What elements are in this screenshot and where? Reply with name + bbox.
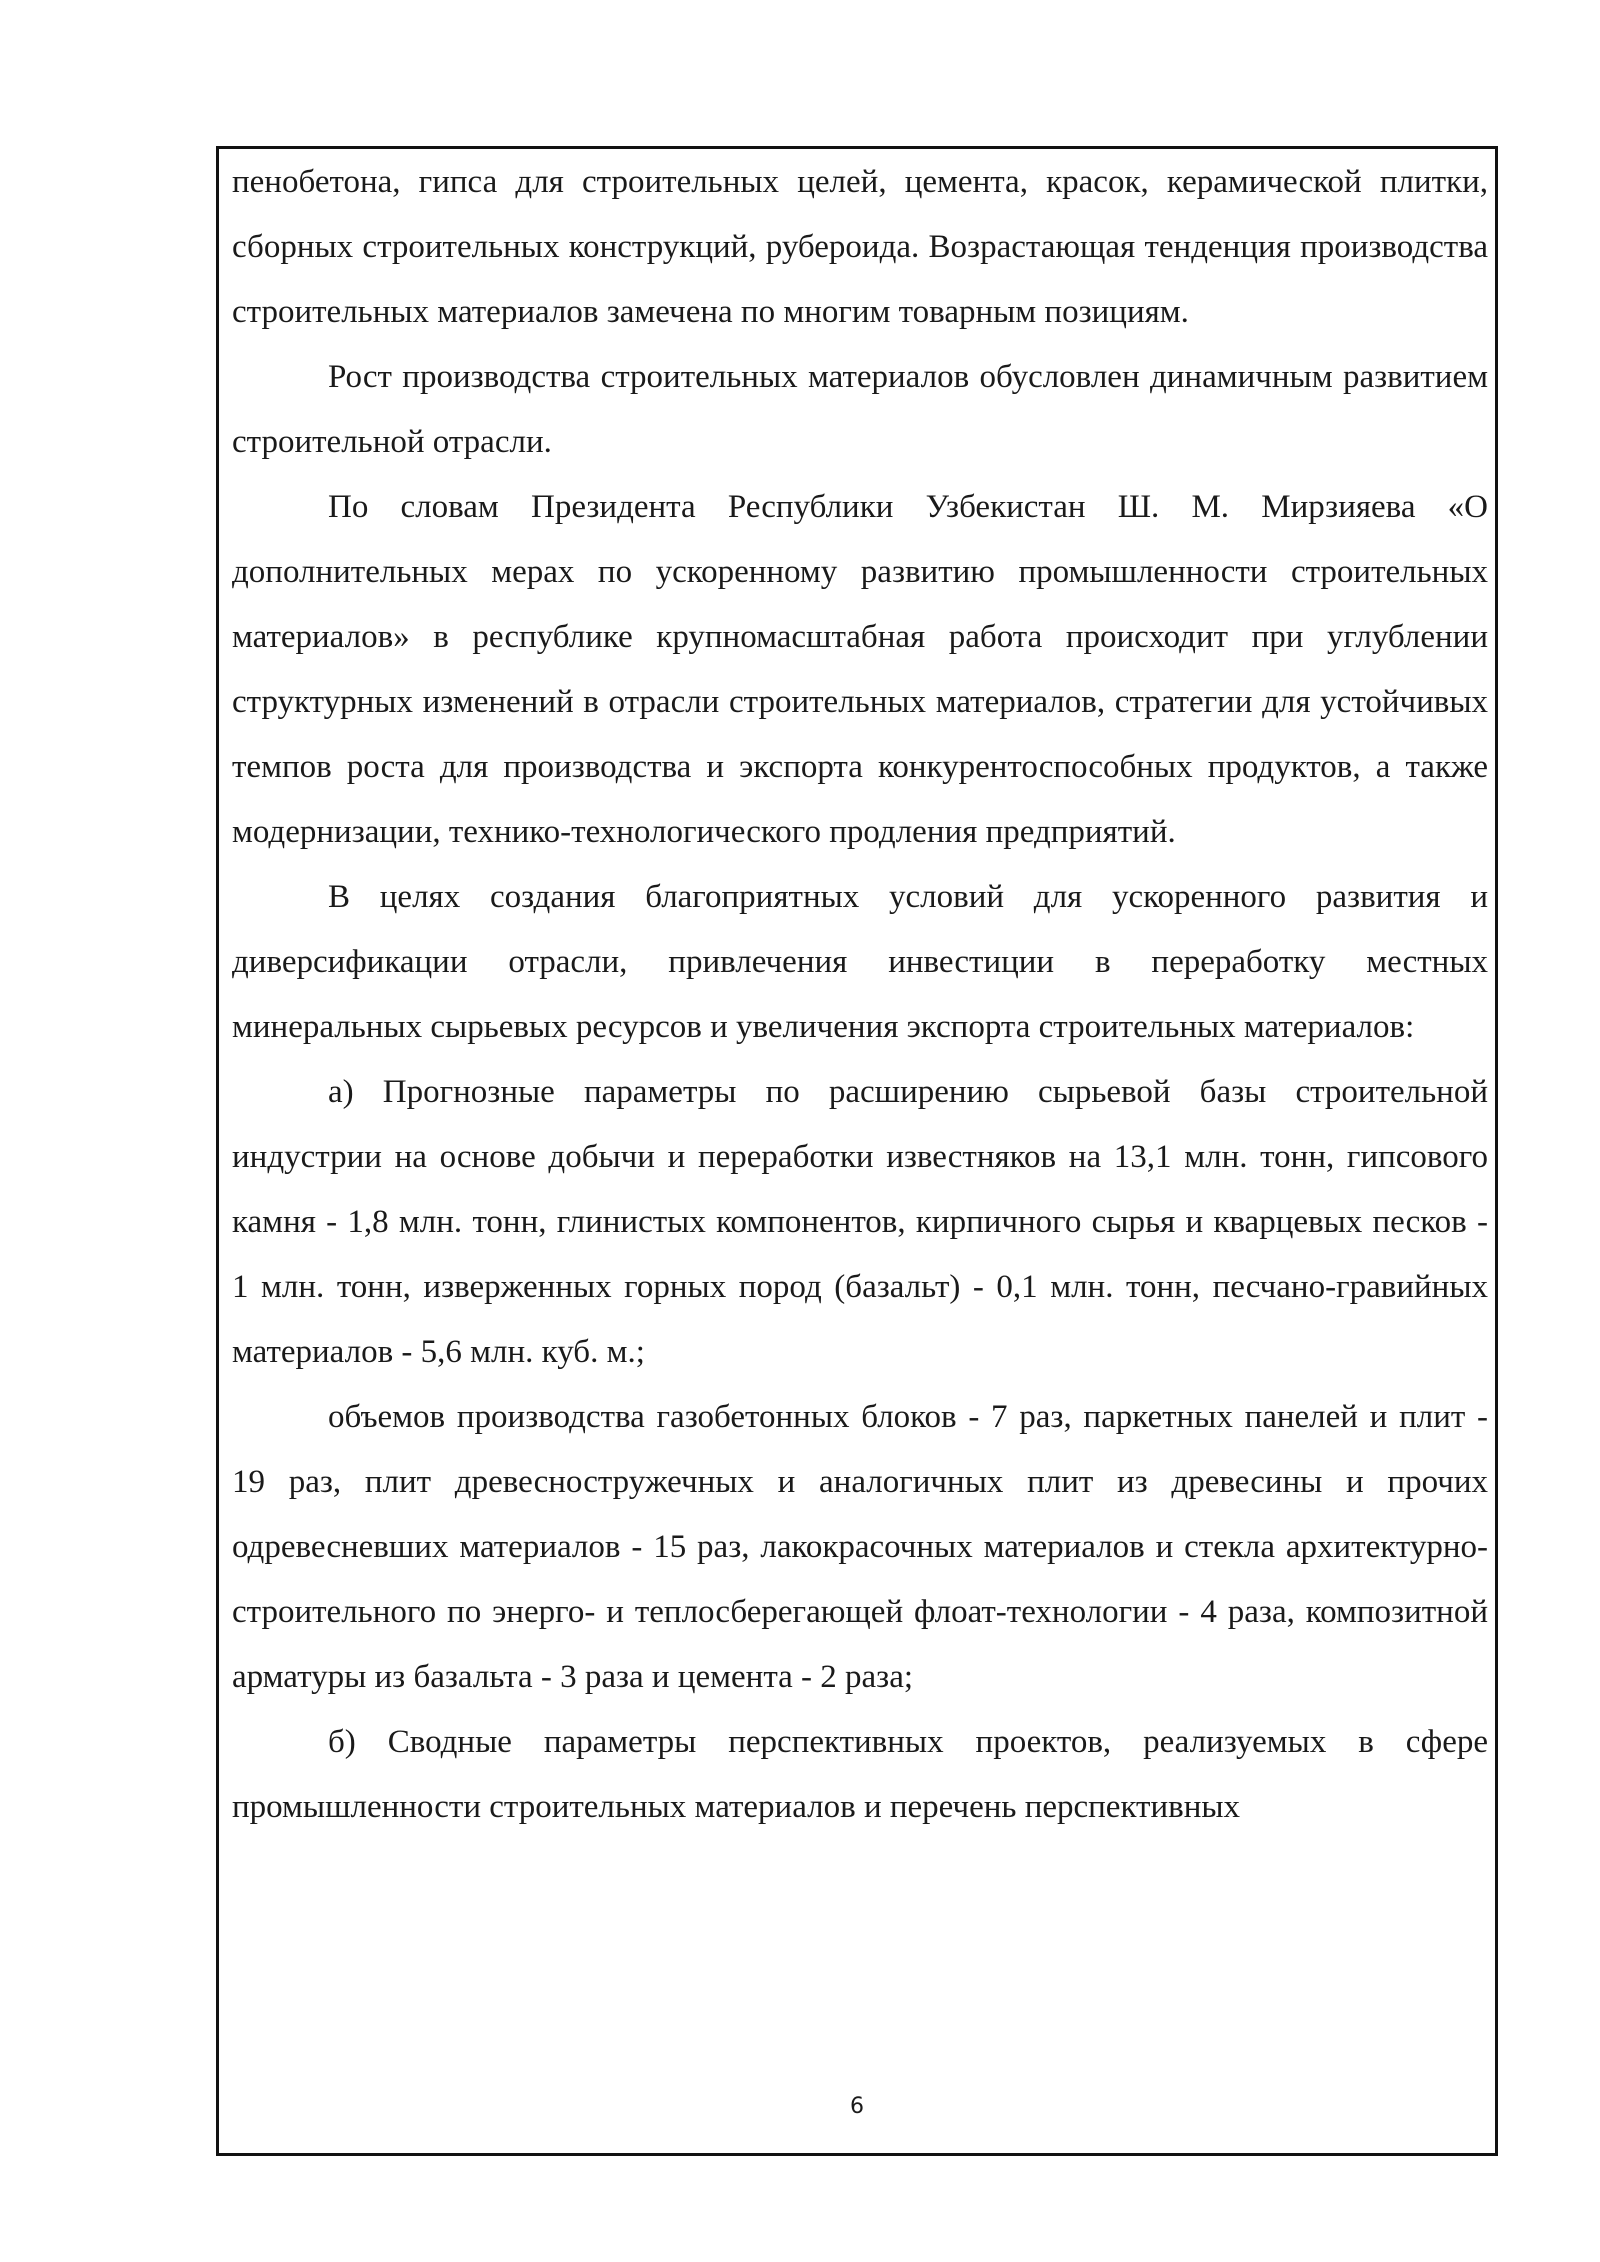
paragraph-growth: Рост производства строительных материалов обусловлен динамичным развитием строительной отрасли. [232, 359, 1488, 460]
paragraph-president-quote: По словам Президента Республики Узбекистан Ш. М. Мирзияева «О дополнительных мерах по ускоренному развитию промышленности строительных материалов» в республике крупномасштабная работа происходит при углублении структурных изменений в отрасли строительных материалов, стратегии для устойчивых темпов роста для производства и экспорта конкурентоспособных продуктов, а также модернизации, технико-технологического продления предприятий. [232, 489, 1488, 850]
paragraph-item-a: а) Прогнозные параметры по расширению сырьевой базы строительной индустрии на основе добычи и переработки известняков на 13,1 млн. тонн, гипсового камня - 1,8 млн. тонн, глинистых компонентов, кирпичного сырья и кварцевых песков - 1 млн. тонн, изверженных горных пород (базальт) - 0,1 млн. тонн, песчано-гравийных материалов - 5,6 млн. куб. м.; [232, 1074, 1488, 1370]
paragraph-production-volumes: объемов производства газобетонных блоков - 7 раз, паркетных панелей и плит - 19 раз, плит древесностружечных и аналогичных плит из древесины и прочих одревесневших материалов - 15 раз, лакокрасочных материалов и стекла архитектурно-строительного по энерго- и теплосберегающей флоат-технологии - 4 раза, композитной арматуры из базальта - 3 раза и цемента - 2 раза; [232, 1399, 1488, 1695]
paragraph-goals: В целях создания благоприятных условий для ускоренного развития и диверсификации отрасли, привлечения инвестиции в переработку местных минеральных сырьевых ресурсов и увеличения экспорта строительных материалов: [232, 879, 1488, 1045]
page-number: 6 [850, 2094, 864, 2119]
paragraph-continuation: пенобетона, гипса для строительных целей, цемента, красок, керамической плитки, сборных строительных конструкций, рубероида. Возрастающая тенденция производства строительных материалов замечена по многим товарным позициям. [232, 164, 1488, 330]
paragraph-item-b: б) Сводные параметры перспективных проектов, реализуемых в сфере промышленности строительных материалов и перечень перспективных [232, 1724, 1488, 1825]
document-body [232, 150, 1488, 1840]
